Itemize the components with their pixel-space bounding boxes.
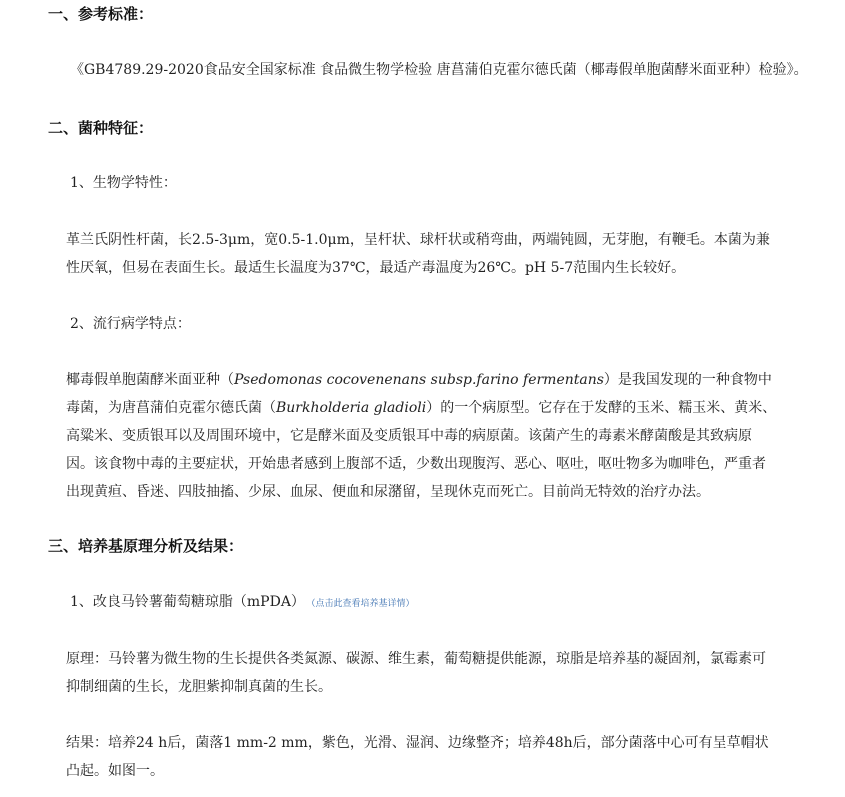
medium-detail-link[interactable]: （点击此查看培养基详情） — [310, 599, 415, 609]
section-heading-2: 二、菌种特征： — [48, 119, 154, 137]
principle-paragraph: 原理：马铃薯为微生物的生长提供各类氮源、碳源、维生素，葡萄糖提供能源，琼脂是培养基的凝固剂，氯霉素可抑制细菌的生长，龙胆紫抑制真菌的生长。 — [66, 651, 766, 695]
epi-text-c: ）的一个病原型。它存在于发酵的玉米、糯玉米、黄米、高粱米、变质银耳以及周围环境中，它是酵米面及变质银耳中毒的病原菌。该菌产生的毒素米酵菌酸是其致病原因。该食物中毒的主要症状，开始患者感到上腹部不适，少数出现腹泻、恶心、呕吐，呕吐物多为咖啡色，严重者出现黄疸、昏迷、四肢抽搐、少尿、血尿、便血和尿潴留，呈现休克而死亡。目前尚无特效的治疗办法。 — [66, 400, 777, 500]
section-heading-3: 三、培养基原理分析及结果： — [48, 537, 244, 555]
latin-name-psedomonas: Psedomonas cocovenenans subsp.farino fermentans — [234, 372, 604, 388]
subsection-title-mpda — [70, 588, 414, 618]
epidemiology-paragraph — [66, 366, 778, 506]
biology-paragraph: 革兰氏阴性杆菌，长2.5-3μm，宽0.5-1.0μm，呈杆状、球杆状或稍弯曲，两端钝圆，无芽胞，有鞭毛。本菌为兼性厌氧，但易在表面生长。最适生长温度为37℃，最适产毒温度为26℃。pH 5-7范围内生长较好。 — [66, 232, 770, 276]
result-paragraph: 结果：培养24 h后，菌落1 mm-2 mm，紫色，光滑、湿润、边缘整齐；培养48h后，部分菌落中心可有呈草帽状凸起。如图一。 — [66, 735, 769, 779]
latin-name-burkholderia: Burkholderia gladioli — [276, 400, 427, 416]
mpda-title: 1、改良马铃薯葡萄糖琼脂（mPDA） — [70, 594, 305, 610]
subsection-title-epidemiology — [70, 310, 191, 338]
section-heading-1: 一、参考标准： — [48, 5, 154, 23]
epi-text-b: ）是我国发现的一种食物中毒菌，为唐菖蒲伯克霍尔德氏菌（ — [66, 372, 772, 416]
reference-standard-text: 《GB4789.29-2020食品安全国家标准 食品微生物学检验 唐菖蒲伯克霍尔德氏菌（椰毒假单胞菌酵米面亚种）检验》。 — [70, 62, 808, 78]
epi-text-a: 椰毒假单胞菌酵米面亚种（ — [66, 372, 234, 388]
subsection-title-epidemiology-text: 2、流行病学特点： — [70, 316, 191, 332]
subsection-title-biology: 1、生物学特性： — [70, 175, 177, 191]
